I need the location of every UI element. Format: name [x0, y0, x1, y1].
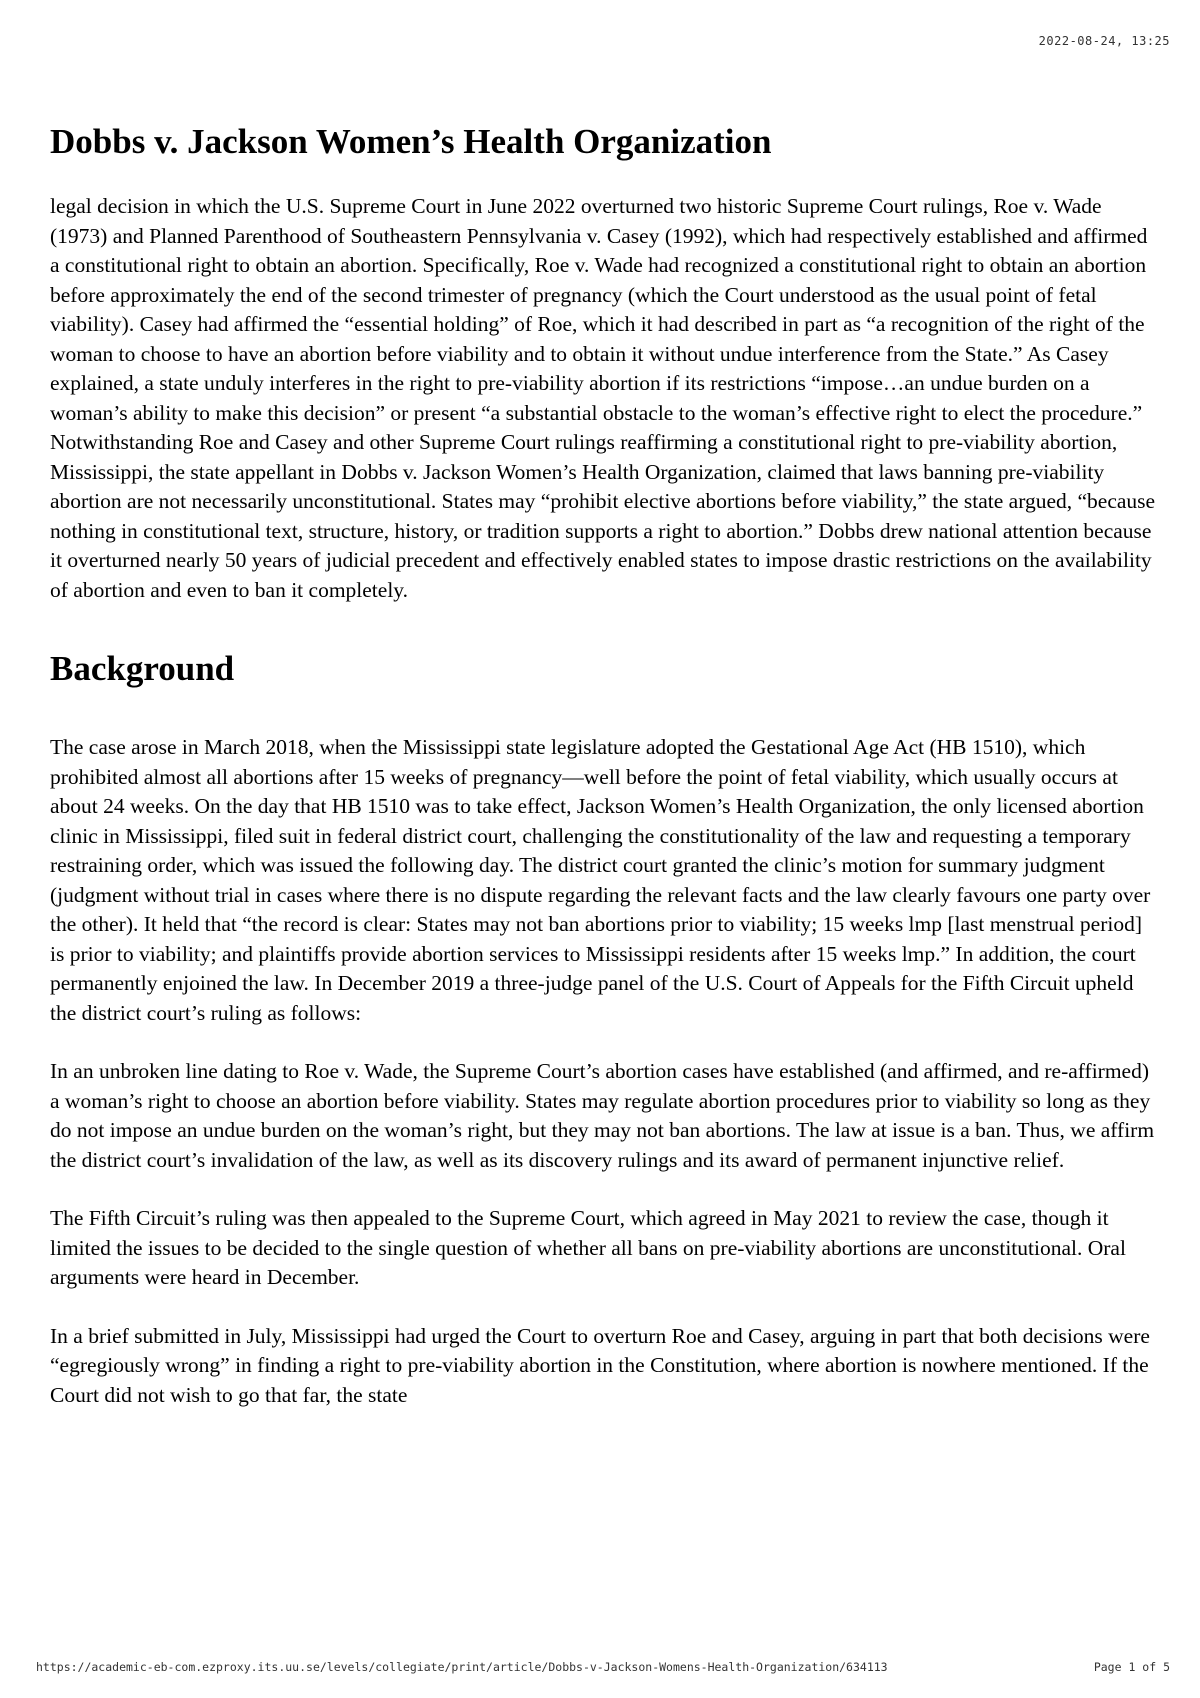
- section-heading-background: Background: [50, 649, 235, 688]
- article-title: Dobbs v. Jackson Women’s Health Organization: [50, 122, 772, 161]
- background-paragraph-4: In a brief submitted in July, Mississippi had urged the Court to overturn Roe and Casey, arguing in part that both decisions were “egregiously wrong” in finding a right to pre-viability abortion in the Constitution, where abortion is nowhere mentioned. If the Court did not wish to go that far, the state: [50, 1323, 1150, 1407]
- print-footer-url: https://academic-eb-com.ezproxy.its.uu.se/levels/collegiate/print/article/Dobbs-v-Jackson-Womens-Health-Organization/634113: [36, 1660, 888, 1674]
- background-paragraph-1: The case arose in March 2018, when the Mississippi state legislature adopted the Gestational Age Act (HB 1510), which prohibited almost all abortions after 15 weeks of pregnancy—well before the point of fetal viability, which usually occurs at about 24 weeks. On the day that HB 1510 was to take effect, Jackson Women’s Health Organization, the only licensed abortion clinic in Mississippi, filed suit in federal district court, challenging the constitutionality of the law and requesting a temporary restraining order, which was issued the following day. The district court granted the clinic’s motion for summary judgment (judgment without trial in cases where there is no dispute regarding the relevant facts and the law clearly favours one party over the other). It held that “the record is clear: States may not ban abortions prior to viability; 15 weeks lmp [last menstrual period] is prior to viability; and plaintiffs provide abortion services to Mississippi residents after 15 weeks lmp.” In addition, the court permanently enjoined the law. In December 2019 a three-judge panel of the U.S. Court of Appeals for the Fifth Circuit upheld the district court’s ruling as follows:: [50, 735, 1151, 1025]
- article: [50, 122, 1160, 1662]
- print-timestamp: 2022-08-24, 13:25: [1038, 34, 1170, 48]
- page-number: Page 1 of 5: [1093, 1660, 1170, 1674]
- background-paragraph-3: The Fifth Circuit’s ruling was then appealed to the Supreme Court, which agreed in May 2021 to review the case, though it limited the issues to be decided to the single question of whether all bans on pre-viability abortions are unconstitutional. Oral arguments were heard in December.: [50, 1206, 1126, 1289]
- article-body: [50, 192, 1160, 1662]
- background-blockquote: In an unbroken line dating to Roe v. Wade, the Supreme Court’s abortion cases have established (and affirmed, and re-affirmed) a woman’s right to choose an abortion before viability. States may regulate abortion procedures prior to viability so long as they do not impose an undue burden on the woman’s right, but they may not ban abortions. The law at issue is a ban. Thus, we affirm the district court’s invalidation of the law, as well as its discovery rulings and its award of permanent injunctive relief.: [50, 1059, 1155, 1172]
- intro-paragraph: legal decision in which the U.S. Supreme Court in June 2022 overturned two historic Supreme Court rulings, Roe v. Wade (1973) and Planned Parenthood of Southeastern Pennsylvania v. Casey (1992), which had respectively established and affirmed a constitutional right to obtain an abortion. Specifically, Roe v. Wade had recognized a constitutional right to obtain an abortion before approximately the end of the second trimester of pregnancy (which the Court understood as the usual point of fetal viability). Casey had affirmed the “essential holding” of Roe, which it had described in part as “a recognition of the right of the woman to choose to have an abortion before viability and to obtain it without undue interference from the State.” As Casey explained, a state unduly interferes in the right to pre-viability abortion if its restrictions “impose…an undue burden on a woman’s ability to make this decision” or present “a substantial obstacle to the woman’s effective right to elect the procedure.” Notwithstanding Roe and Casey and other Supreme Court rulings reaffirming a constitutional right to pre-viability abortion, Mississippi, the state appellant in Dobbs v. Jackson Women’s Health Organization, claimed that laws banning pre-viability abortion are not necessarily unconstitutional. States may “prohibit elective abortions before viability,” the state argued, “because nothing in constitutional text, structure, history, or tradition supports a right to abortion.” Dobbs drew national attention because it overturned nearly 50 years of judicial precedent and effectively enabled states to impose drastic restrictions on the availability of abortion and even to ban it completely.: [50, 194, 1156, 602]
